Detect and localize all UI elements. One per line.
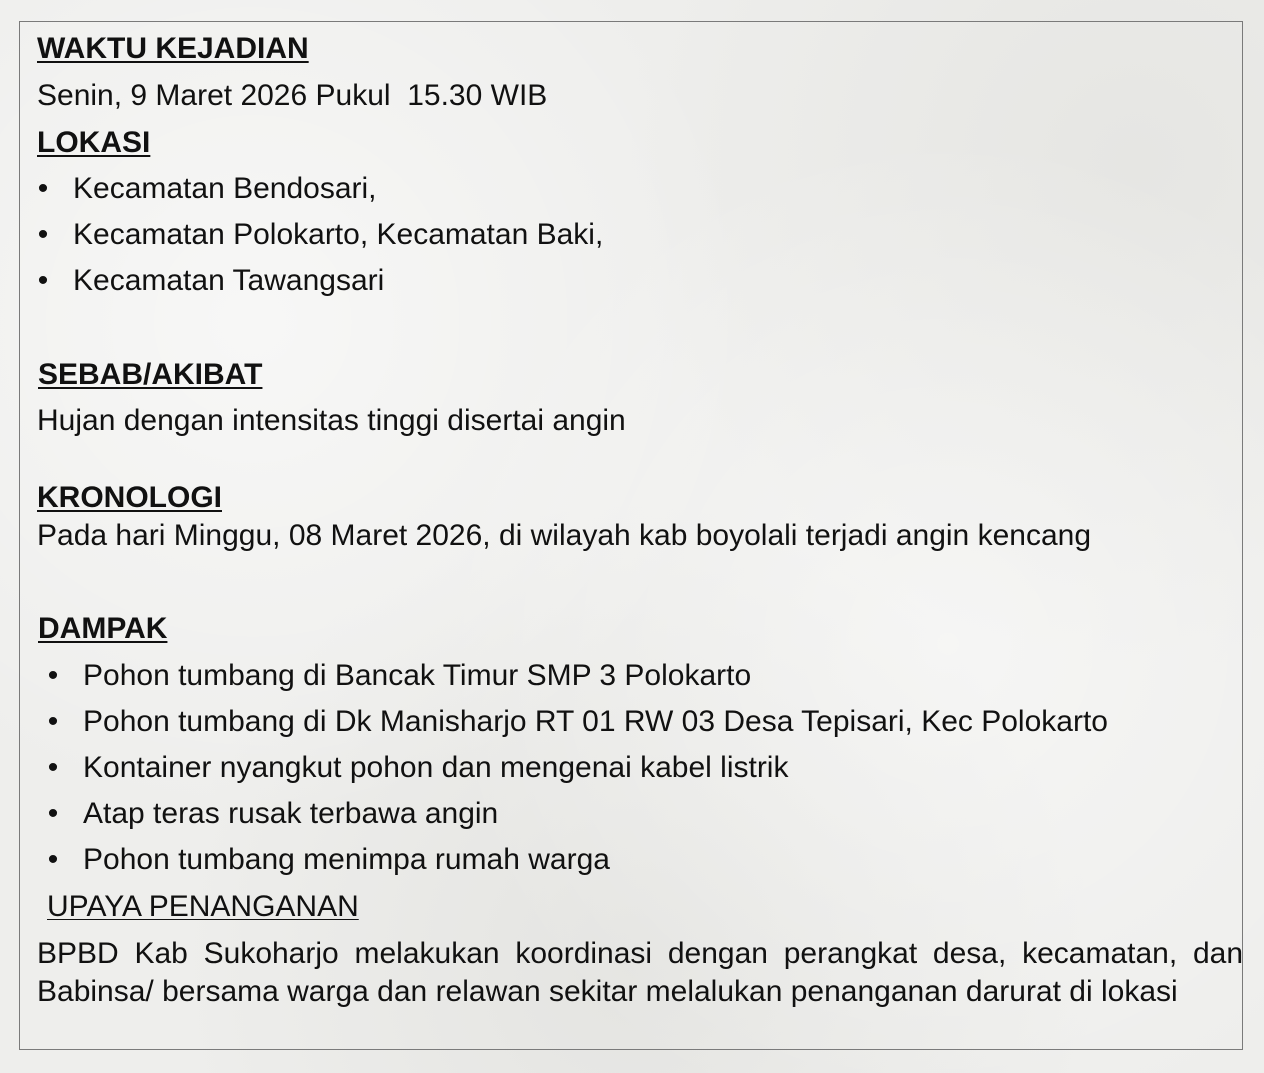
list-item xyxy=(37,699,1243,745)
heading-kronologi: KRONOLOGI xyxy=(37,481,222,514)
bullet-icon: • xyxy=(47,751,59,784)
bullet-icon: • xyxy=(47,797,59,830)
list-item xyxy=(37,258,1243,304)
bullet-icon: • xyxy=(37,264,49,297)
section-waktu-kejadian xyxy=(37,30,309,68)
list-item xyxy=(37,653,1243,699)
dampak-item-text: Pohon tumbang di Bancak Timur SMP 3 Polokarto xyxy=(83,659,752,692)
lokasi-list xyxy=(37,166,1243,304)
bullet-icon: • xyxy=(37,218,49,251)
list-item xyxy=(37,837,1243,883)
bullet-icon: • xyxy=(37,172,49,205)
kronologi-text: Pada hari Minggu, 08 Maret 2026, di wilayah kab boyolali terjadi angin kencang xyxy=(37,519,1091,552)
dampak-item-text: Pohon tumbang menimpa rumah warga xyxy=(83,843,610,876)
list-item xyxy=(37,745,1243,791)
lokasi-item-text: Kecamatan Tawangsari xyxy=(73,264,385,297)
lokasi-item-text: Kecamatan Polokarto, Kecamatan Baki, xyxy=(73,218,604,251)
bullet-icon: • xyxy=(47,843,59,876)
bullet-icon: • xyxy=(47,659,59,692)
heading-sebab-akibat: SEBAB/AKIBAT xyxy=(38,358,263,391)
list-item xyxy=(37,791,1243,837)
lokasi-item-text: Kecamatan Bendosari, xyxy=(73,172,377,205)
heading-dampak: DAMPAK xyxy=(38,612,168,645)
dampak-item-text: Kontainer nyangkut pohon dan mengenai kabel listrik xyxy=(83,751,789,784)
bullet-icon: • xyxy=(47,705,59,738)
heading-lokasi: LOKASI xyxy=(37,126,151,159)
dampak-item-text: Pohon tumbang di Dk Manisharjo RT 01 RW 03 Desa Tepisari, Kec Polokarto xyxy=(83,705,1108,738)
upaya-penanganan-text: BPBD Kab Sukoharjo melakukan koordinasi dengan perangkat desa, kecamatan, dan Babinsa/ bersama warga dan relawan sekitar melalukan penanganan darurat di lokasi xyxy=(37,937,1243,1008)
dampak-item-text: Atap teras rusak terbawa angin xyxy=(83,797,499,830)
heading-waktu-kejadian: WAKTU KEJADIAN xyxy=(37,32,309,65)
heading-upaya-penanganan: UPAYA PENANGANAN xyxy=(47,890,359,923)
dampak-list xyxy=(37,653,1243,883)
sebab-akibat-text: Hujan dengan intensitas tinggi disertai angin xyxy=(37,404,626,437)
list-item xyxy=(37,212,1243,258)
list-item xyxy=(37,166,1243,212)
waktu-kejadian-text: Senin, 9 Maret 2026 Pukul 15.30 WIB xyxy=(37,79,548,112)
